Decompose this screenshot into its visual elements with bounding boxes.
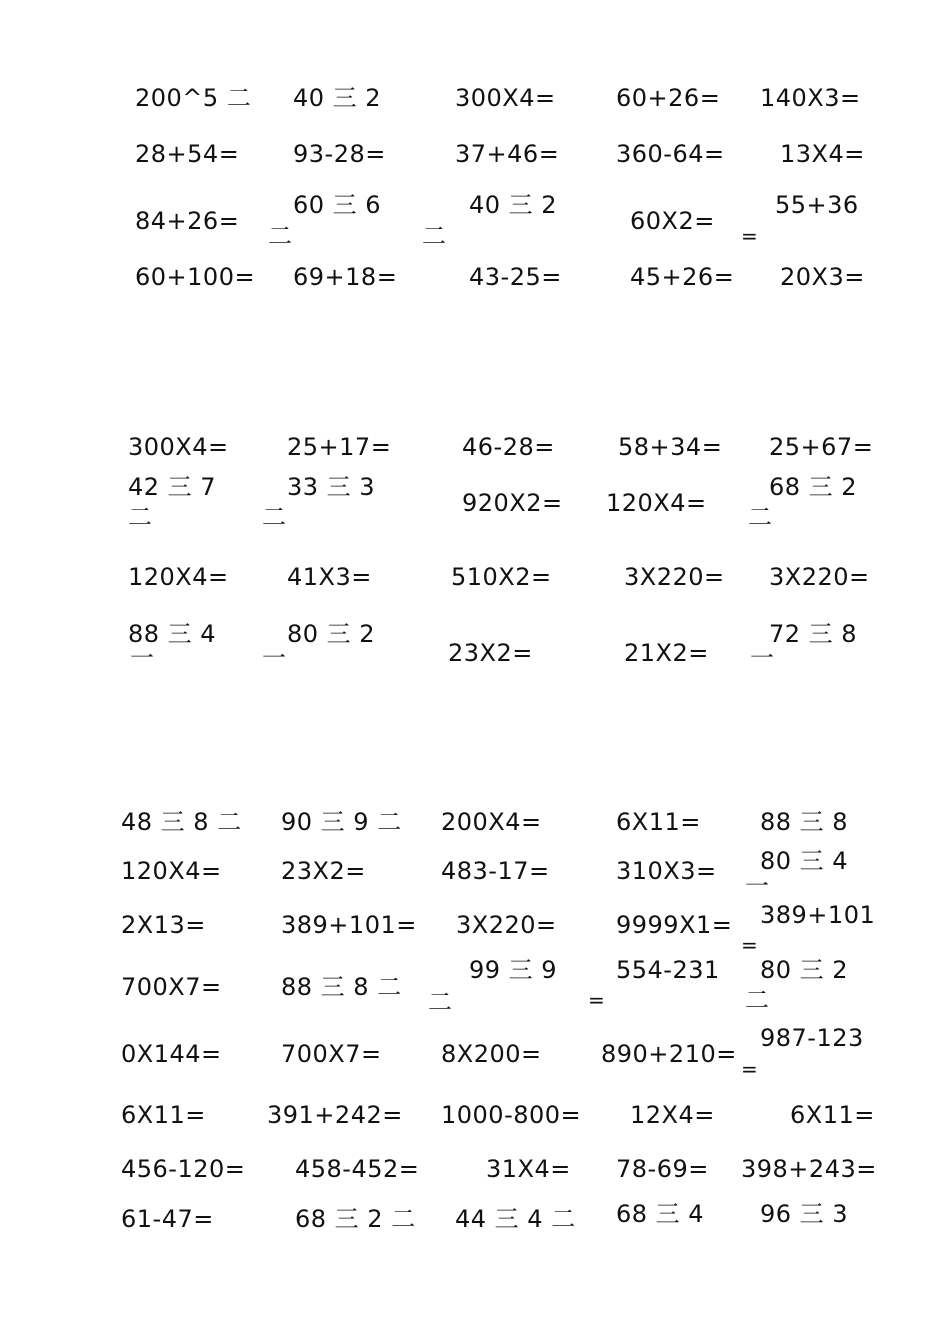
problem: 78-69= — [616, 1155, 709, 1183]
problem-fragment: 一 — [750, 644, 775, 672]
problem-fragment: 二 — [268, 222, 293, 250]
problem-fragment: 二 — [748, 503, 773, 531]
problem: 920X2= — [462, 489, 563, 517]
problem: 360-64= — [616, 140, 725, 168]
problem-fragment: = — [588, 988, 606, 1012]
problem: 483-17= — [441, 857, 550, 885]
problem-fragment: = — [741, 224, 759, 248]
problem: 60+26= — [616, 84, 721, 112]
problem-fragment: 二 — [745, 986, 770, 1014]
problem: 398+243= — [741, 1155, 877, 1183]
problem: 200X4= — [441, 808, 542, 836]
problem: 554-231 — [616, 956, 720, 984]
problem: 140X3= — [760, 84, 861, 112]
problem: 88 三 8 — [760, 808, 849, 836]
problem: 389+101= — [281, 911, 417, 939]
problem-fragment: 二 — [128, 503, 153, 531]
problem-fragment: = — [741, 1057, 759, 1081]
problem: 69+18= — [293, 263, 398, 291]
problem: 2X13= — [121, 911, 206, 939]
problem: 42 三 7 — [128, 473, 217, 501]
problem: 48 三 8 二 — [121, 808, 242, 836]
problem: 120X4= — [121, 857, 222, 885]
problem: 200^5 二 — [135, 84, 252, 112]
problem: 310X3= — [616, 857, 717, 885]
problem-fragment: 一 — [745, 872, 770, 900]
problem-fragment: = — [741, 933, 759, 957]
problem: 88 三 4 — [128, 620, 217, 648]
problem: 987-123 — [760, 1024, 864, 1052]
problem: 58+34= — [618, 433, 723, 461]
problem: 60 三 6 — [293, 191, 382, 219]
problem: 300X4= — [128, 433, 229, 461]
problem-fragment: 二 — [422, 222, 447, 250]
problem: 33 三 3 — [287, 473, 376, 501]
problem: 84+26= — [135, 207, 240, 235]
problem: 61-47= — [121, 1205, 214, 1233]
problem: 21X2= — [624, 639, 709, 667]
problem: 68 三 4 — [616, 1200, 705, 1228]
problem: 28+54= — [135, 140, 240, 168]
problem: 45+26= — [630, 263, 735, 291]
problem: 300X4= — [455, 84, 556, 112]
problem: 13X4= — [780, 140, 865, 168]
problem: 120X4= — [606, 489, 707, 517]
problem: 68 三 2 二 — [295, 1205, 416, 1233]
problem: 20X3= — [780, 263, 865, 291]
problem: 6X11= — [790, 1101, 875, 1129]
problem: 389+101 — [760, 901, 876, 929]
problem: 90 三 9 二 — [281, 808, 402, 836]
problem-fragment: 二 — [428, 988, 453, 1016]
problem: 31X4= — [486, 1155, 571, 1183]
problem: 72 三 8 — [769, 620, 858, 648]
problem: 890+210= — [601, 1040, 737, 1068]
problem: 60+100= — [135, 263, 256, 291]
problem: 43-25= — [469, 263, 562, 291]
problem: 80 三 2 — [760, 956, 849, 984]
problem: 1000-800= — [441, 1101, 582, 1129]
problem: 68 三 2 — [769, 473, 858, 501]
problem: 40 三 2 — [469, 191, 558, 219]
problem-fragment: 二 — [262, 503, 287, 531]
problem: 12X4= — [630, 1101, 715, 1129]
problem: 46-28= — [462, 433, 555, 461]
problem: 9999X1= — [616, 911, 733, 939]
problem: 37+46= — [455, 140, 560, 168]
problem-fragment: 一 — [130, 644, 155, 672]
problem: 0X144= — [121, 1040, 222, 1068]
problem: 120X4= — [128, 563, 229, 591]
problem: 3X220= — [769, 563, 870, 591]
problem: 6X11= — [121, 1101, 206, 1129]
problem: 700X7= — [281, 1040, 382, 1068]
problem: 6X11= — [616, 808, 701, 836]
problem: 96 三 3 — [760, 1200, 849, 1228]
problem: 99 三 9 — [469, 956, 558, 984]
problem: 700X7= — [121, 973, 222, 1001]
problem: 510X2= — [451, 563, 552, 591]
problem: 93-28= — [293, 140, 386, 168]
problem: 3X220= — [456, 911, 557, 939]
problem: 25+17= — [287, 433, 392, 461]
problem: 458-452= — [295, 1155, 420, 1183]
problem: 391+242= — [267, 1101, 403, 1129]
problem-fragment: 一 — [262, 644, 287, 672]
problem: 23X2= — [281, 857, 366, 885]
problem: 88 三 8 二 — [281, 973, 402, 1001]
problem: 41X3= — [287, 563, 372, 591]
problem: 23X2= — [448, 639, 533, 667]
problem: 60X2= — [630, 207, 715, 235]
problem: 80 三 4 — [760, 847, 849, 875]
problem: 40 三 2 — [293, 84, 382, 112]
problem: 55+36 — [775, 191, 859, 219]
problem: 456-120= — [121, 1155, 246, 1183]
problem: 3X220= — [624, 563, 725, 591]
problem: 44 三 4 二 — [455, 1205, 576, 1233]
problem: 80 三 2 — [287, 620, 376, 648]
problem: 8X200= — [441, 1040, 542, 1068]
problem: 25+67= — [769, 433, 874, 461]
